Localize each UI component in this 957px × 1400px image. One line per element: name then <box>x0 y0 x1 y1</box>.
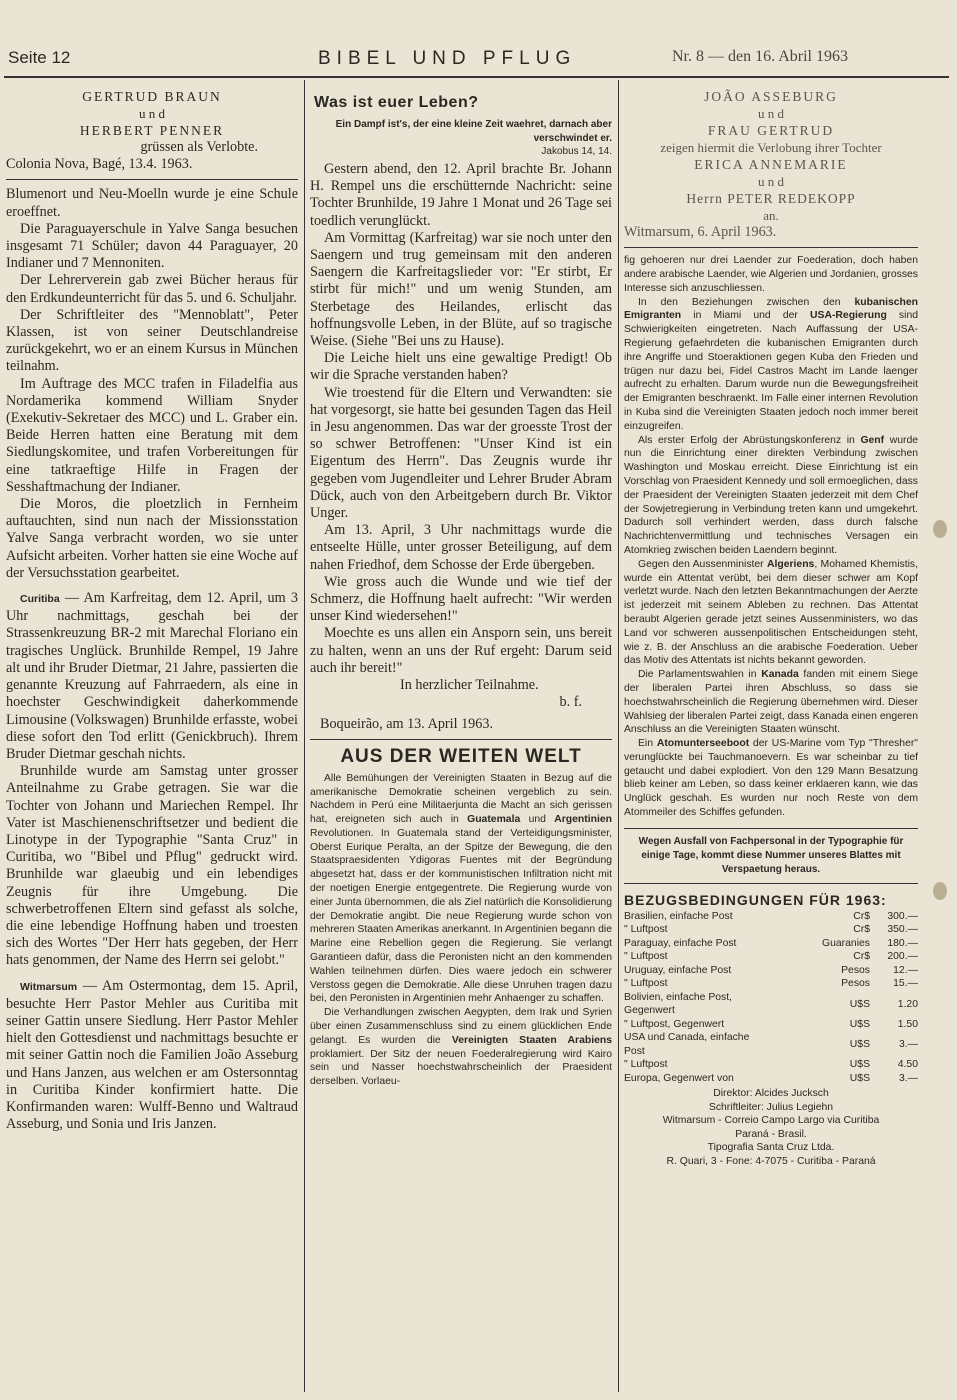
section-rule <box>6 179 298 180</box>
rate-amount: 12.— <box>893 964 918 976</box>
delay-notice: Wegen Ausfall von Fachpersonal in der Typographie für einige Tage, kommt diese Nummer unseres Blattes mit Verspaetung heraus. <box>624 828 918 884</box>
rate-amount: 180.— <box>887 937 918 949</box>
news-paragraph: Die Paraguayerschule in Yalve Sanga besuchen insgesamt 71 Schüler; davon 44 Paraguayer, 20 Indianer und 7 Mennoniten. <box>6 220 298 272</box>
world-text: sind Schwierigkeiten eingetreten. Nach Auffassung der USA-Regierung gefaehrdeten die kubanischen Emigranten durch ihre Angriffe und Stoeraktionen gegen Kuba den Frieden und trügen nur dazu bei, Fidel Castros Macht im Lande laenger aufrecht zu erhalten. Darum wurde nun die Bewegungsfreiheit der Emigranten beschraenkt. Im Falle einer internen Revolution in Kuba sind die Vereinigten Staaten jedoch noch immer bereit einzugreifen. <box>624 310 918 432</box>
world-country: Argentinien <box>554 814 612 826</box>
bible-motto: Ein Dampf ist's, der eine kleine Zeit waehret, darnach aber verschwindet er. <box>335 119 612 144</box>
world-text: Revolutionen. In Guatemala stand der Verteidigungsminister, Oberst Eurique Peralta, an der Spitze der Bewegung, die den Staatspraesidenten Ydigoras Fuentes mit der Begründung abgesetzt hat, dass er der kommunistischen Infiltration nicht mit der noetigen Energie entgegentrete. Die Regierung wurde von einer Junta übernommen, die als Ziel natürlich die Konsolidierung der Demokratie angibt. Die neue Regierung wurde schon von mehreren Staaten Amerikas anerkannt. In Argentinien begann die Marine eine Rebellion gegen die Regierung. Sie verlangt Garantieen dafür, dass die Peronisten nicht an den kommenden Wahlen teilnehmen dürfen. Dies waere jedoch ein schwerer Verstoss gegen die Demokratie. Alle diese Unruhen tragen dazu bei, den Peronisten in Argentinien mehr Anhaenger zu schaffen. <box>310 827 612 1005</box>
rate-row <box>624 1031 918 1058</box>
rate-row <box>624 910 918 924</box>
article-paragraph: Die Leiche hielt uns eine gewaltige Predigt! Ob wir die Sprache verstanden haben? <box>310 350 612 384</box>
engagement-notice-braun-penner <box>6 88 298 173</box>
bible-reference: Jakobus 14, 14. <box>541 146 612 157</box>
imprint-line: Tipografia Santa Cruz Ltda. <box>707 1142 835 1154</box>
world-topic: Kanada <box>761 669 799 681</box>
imprint-line: R. Quari, 3 - Fone: 4-7075 - Curitiba - Paraná <box>666 1155 876 1167</box>
world-text: in Miami und der <box>681 310 811 322</box>
column-right <box>624 88 918 1168</box>
curitiba-report <box>6 590 298 969</box>
rate-row <box>624 964 918 978</box>
article-paragraph: Am Vormittag (Karfreitag) war sie noch unter den Saengern und trug gemeinsam mit den anderen Saengern die Karfreitagslieder vor: "Er stirbt, Er stirbt für mich!" und um wenig Stunden, am Sterbetage des Heilandes, erlischt das hoffnungsvolle Leben, in der Blüte, auf so tragische Weise. (Siehe "Bei uns zu Hause). <box>310 229 612 350</box>
world-topic: Genf <box>860 434 885 446</box>
rate-row <box>624 937 918 951</box>
rate-currency: U$S <box>849 1072 870 1084</box>
rate-row <box>624 923 918 937</box>
report-text: — Am Ostermontag, dem 15. April, besuchte Herr Pastor Mehler aus Curitiba mit seiner Gattin unsere Siedlung. Herr Pastor Mehler hielt den Gottesdienst und nachmittags besuchte er mit seiner Gattin noch die Familien João Asseburg und Hans Janzen, aus welchen er am Ostersonntag in Curitiba Kinder konfirmiert hatte. Die Konfirmanden waren: Wulff-Benno und Waltraud Asseburg, und Sonia und Iris Janzen. <box>6 977 298 1133</box>
rate-label: " Luftpost <box>624 1059 668 1071</box>
page-header <box>0 42 957 72</box>
rate-label: Uruguay, einfache Post <box>624 964 732 976</box>
imprint-line: Witmarsum - Correio Campo Largo via Curitiba <box>662 1115 880 1127</box>
world-topic: Algeriens <box>766 558 815 570</box>
rate-row <box>624 1058 918 1072</box>
rate-currency: U$S <box>849 1018 870 1030</box>
notice-und: u n d <box>758 174 784 189</box>
report-text: Brunhilde wurde am Samstag unter grosser Anteilnahme zu Grabe getragen. Sie war die Tochter von Johann und Mariechen Rempel. Ihr Vater ist Maschienenschriftsetzer und bedient die Linotype in der Typographie "Santa Cruz" in Curitiba, wo "Bibel und Pflug" gedruckt wird. Brunhilde war glaeubig und ein lebendiges Zeugnis für ihre Umgebung. Die schwerbetroffenen Eltern sind gefasst als solche, die eine lebendige Hoffnung haben und troesten sich des Wortes "Der Herr hats gegeben, der Herr hats genommen, der Name des Herrn sei gelobt." <box>6 763 298 969</box>
notice-place: Witmarsum, 6. April 1963. <box>624 224 777 240</box>
world-text: und <box>520 814 555 826</box>
dateline-curitiba: Curitiba <box>20 593 60 606</box>
rate-amount: 1.20 <box>897 998 918 1010</box>
rate-label: Brasilien, einfache Post <box>624 910 733 922</box>
article-headline: Was ist euer Leben? <box>314 94 479 111</box>
rate-label: Paraguay, einfache Post <box>624 937 737 949</box>
article-dateline: Boqueirão, am 13. April 1963. <box>320 715 493 732</box>
notice-name: JOÃO ASSEBURG <box>704 89 838 104</box>
rate-currency: Guaranies <box>822 937 870 949</box>
column-middle <box>310 88 612 1089</box>
world-news-continued <box>624 254 918 820</box>
rate-amount: 4.50 <box>897 1059 918 1071</box>
article-paragraph: Gestern abend, den 12. April brachte Br. Johann H. Rempel uns die erschütternde Nachricht: seine Tochter Brunhilde, 19 Jahre 1 Monat und 26 Tage sei toedlich verunglückt. <box>310 161 612 229</box>
world-text: Die Parlamentswahlen in <box>638 669 762 681</box>
notice-name: FRAU GERTRUD <box>707 123 835 138</box>
witmarsum-report <box>6 978 298 1134</box>
rate-row <box>624 1018 918 1032</box>
notice-line: grüssen als Verlobte. <box>140 139 258 155</box>
rate-currency: U$S <box>849 1039 870 1051</box>
notice-place: Colonia Nova, Bagé, 13.4. 1963. <box>6 156 193 173</box>
rate-currency: Cr$ <box>853 910 870 922</box>
notice-line: zeigen hiermit die Verlobung ihrer Tochter <box>660 140 882 155</box>
news-paragraph: Die Moros, die ploetzlich in Fernheim auftauchten, sind nun nach der Missionsstation Yalve Sanga verbracht worden, wo sie unter Aufsicht arbeiten. Vorher hatten sie eine Woche auf der Versuchsstation gearbeitet. <box>6 496 298 581</box>
world-text: wurde nun die Einrichtung einer direkten Verbindung zwischen Washington und Moskau erreicht. Diese Einrichtung ist ein Vorschlag von Praesident Kennedy und soll ermoeglichen, dass der Praesident der Vereinigten Staaten jederzeit mit dem Chef der Sowjetregierung in Verbindung treten kann und umgekehrt. Dadurch soll verhindert werden, dass durch falsche Nachrichtenvermittlung und technisches Versagen ein Atomkrieg zwischen beiden Laendern beginnt. <box>624 434 919 556</box>
rate-label: Europa, Gegenwert von <box>624 1072 734 1084</box>
closing-line: In herzlicher Teilnahme. <box>400 677 539 694</box>
world-news-headline: AUS DER WEITEN WELT <box>340 745 582 767</box>
rate-currency: Cr$ <box>853 924 870 936</box>
article-paragraph: Am 13. April, 3 Uhr nachmittags wurde die entseelte Hülle, unter grosser Beteiligung, auf dem nahen Friedhof, dem Schosse der Erde übergeben. <box>310 522 612 573</box>
subscription-title: BEZUGSBEDINGUNGEN FÜR 1963: <box>624 891 887 908</box>
masthead-title: BIBEL UND PFLUG <box>318 48 577 69</box>
rate-row <box>624 950 918 964</box>
world-text: , Mohamed Khemistis, wurde ein Attentat verübt, bei dem dieser schwer am Kopf verletzt wurde. Nach den letzten Bekanntmachungen der Aerzte ist jederzeit mit seinem Ableben zu rechnen. Das Attentat beraubt Algerien gerade jetzt seines Aussenministers, wo das Land vor schweren aussenpolitischen Entscheidungen steht, wie z. B. der Anschluss an die arabische Foederation. Ueber das Motiv des Attentats ist nichts bekannt geworden. <box>624 558 918 667</box>
article-paragraph: Wie gross auch die Wunde und wie tief der Schmerz, die Hoffnung haelt aufrecht: "Wir werden unser Kind wiedersehen!" <box>310 573 612 625</box>
rate-currency: Pesos <box>841 978 870 990</box>
world-text: fanden mit einem Siege der liberalen Partei ihren Abschluss, so dass sie hoechstwahrscheinlich die Regierung übernehmen wird. Dieser Wahlsieg der liberalen Partei zeigt, dass Kanada einen engeren Anschluss an die Vereinigten Staaten wünscht. <box>624 669 918 736</box>
notice-name: ERICA ANNEMARIE <box>694 157 848 172</box>
column-divider-2 <box>618 80 619 1392</box>
rate-row <box>624 991 918 1018</box>
chaco-news <box>6 186 298 582</box>
notice-name: HERBERT PENNER <box>79 123 225 138</box>
rate-amount: 1.50 <box>897 1018 918 1030</box>
world-text: proklamiert. Der Sitz der neuen Foederalregierung wird Kairo sein und Nasser hoechstwahrscheinlich der Praesident derselben. Vorlaeu- <box>310 1048 612 1088</box>
rate-label: USA und Canada, einfache Post <box>624 1032 750 1057</box>
rate-amount: 3.— <box>898 1039 918 1051</box>
column-divider-1 <box>304 80 305 1392</box>
author-initials: b. f. <box>559 694 582 711</box>
engagement-notice-asseburg-redekopp <box>624 88 918 241</box>
obituary-article <box>310 161 612 733</box>
world-text: fig gehoeren nur drei Laender zur Foederation, doch haben andere arabische Laender, wie Algerien und Jordanien, grosses Interesse sich anzuschliessen. <box>624 255 918 294</box>
rate-amount: 350.— <box>887 924 918 936</box>
imprint-line: Direktor: Alcides Jucksch <box>713 1088 829 1100</box>
rate-label: Bolivien, einfache Post, Gegenwert <box>624 991 733 1017</box>
article-paragraph: Moechte es uns allen ein Ansporn sein, uns bereit zu halten, wenn an uns der Ruf ergeht: Darum seid auch ihr bereit!" <box>310 625 612 676</box>
rate-currency: Pesos <box>841 964 870 976</box>
issue-date: Nr. 8 — den 16. Abril 1963 <box>672 48 848 65</box>
rate-row <box>624 977 918 991</box>
notice-name: GERTRUD BRAUN <box>82 89 222 104</box>
world-text: Ein <box>638 738 657 750</box>
dateline-witmarsum: Witmarsum <box>20 980 78 993</box>
rate-amount: 200.— <box>887 951 918 963</box>
binder-hole <box>933 882 947 900</box>
rate-label: " Luftpost <box>624 951 668 963</box>
notice-name: Herrn PETER REDEKOPP <box>686 191 856 206</box>
world-text: Alle Bemühungen der Vereinigten Staaten in Bezug auf die amerikanische Demokratie scheinen vergeblich zu sein. Nachdem in Perú eine Militaerjunta die Macht an sich gerissen hat, ereigneten sich auch in <box>310 772 612 826</box>
rate-currency: U$S <box>849 1059 870 1071</box>
world-news-text <box>310 772 612 1089</box>
binder-hole <box>933 520 947 538</box>
imprint <box>624 1087 918 1168</box>
world-topic: Atomunterseeboot <box>656 738 750 750</box>
world-country: Guatemala <box>467 814 521 826</box>
header-rule <box>4 76 949 78</box>
world-topic: kubanischen Emigranten <box>624 296 918 322</box>
rate-row <box>624 1072 918 1086</box>
rate-label: " Luftpost, Gegenwert <box>624 1018 725 1030</box>
rate-amount: 3.— <box>898 1072 918 1084</box>
world-text: der US-Marine vom Typ "Thresher" verunglückte bei Tauchmanoevern. Es war scheinbar zu tief getaucht und dabei explodiert. Von den 129 Mann Besatzung blieb keiner am Leben, so dass keiner erklaeren kann, wie das Unglück geschah. Es wurden nur noch Reste von dem Atommeiler des Schiffes gefunden. <box>624 738 918 819</box>
imprint-line: Paraná - Brasil. <box>735 1128 807 1140</box>
imprint-line: Schriftleiter: Julius Legiehn <box>708 1101 834 1113</box>
subscription-rates-table <box>624 910 918 1086</box>
page-number: Seite 12 <box>8 48 71 67</box>
news-paragraph: Im Auftrage des MCC trafen in Filadelfia aus Nordamerika kommend William Snyder (Exekutiv-Sekretaer des MCC) und L. Graber ein. Beide Herren hatten eine Beratung mit dem Siedlungskomitee, und trafen Vorbereitungen für eine tatkraeftige Hilfe in Fragen der Sesshaftmachung der Indianer. <box>6 375 298 495</box>
report-text: — Am Karfreitag, dem 12. April, um 3 Uhr nachmittags, geschah bei der Strassenkreuzung BR-2 mit Marechal Floriano ein tragisches Unglück. Brunhilde Rempel, 19 Jahre alt und ihr Bruder Dietmar, 21 Jahre, passierten die genannte Kreuzung auf Fahrraedern, als eine in hoechster Geschwindigkeit daherkommende Limousine (Volkswagen) Brunhilde erfasste, wobei diese sofort den Tod erlitt (Genickbruch). Ihrem Bruder Dietmar geschah nichts. <box>6 590 298 762</box>
section-rule <box>310 739 612 740</box>
news-paragraph: Der Schriftleiter des "Mennoblatt", Peter Klassen, ist von seiner Deutschlandreise zurückgekehrt, wo er an einem Kursus in München teilnahm. <box>6 306 298 375</box>
notice-und: u n d <box>758 106 784 121</box>
notice-und: u n d <box>139 106 165 121</box>
news-paragraph: Blumenort und Neu-Moelln wurde je eine Schule eroeffnet. <box>6 186 298 220</box>
world-text: Gegen den Aussenminister <box>638 558 767 570</box>
rate-amount: 300.— <box>887 910 918 922</box>
rate-currency: U$S <box>849 998 870 1010</box>
news-paragraph: Der Lehrerverein gab zwei Bücher heraus für den Erdkundeunterricht für das 5. und 6. Schuljahr. <box>6 272 298 306</box>
article-paragraph: Wie troestend für die Eltern und Verwandten: sie hat vorgesorgt, sie hatte bei gesunden Tagen das Heil in Jesu angenommen. Das war der groesste Trost der so schwer Betroffenen: "Unser Kind ist ein Eigentum des Herrn". Das Zeugnis wurde ihr gegeben vom Jugendleiter und Lehrer Bruder Abram Dück, auch von den Arbeitgebern durch Br. Viktor Unger. <box>310 384 612 522</box>
rate-amount: 15.— <box>893 978 918 990</box>
rate-label: " Luftpost <box>624 924 668 936</box>
column-left <box>6 88 298 1133</box>
world-text: Die Verhandlungen zwischen Aegypten, dem Irak und Syrien über einen Zusammenschluss sind zu einem glücklichen Ende gelangt. Es wurden die <box>310 1007 612 1046</box>
notice-an: an. <box>763 208 779 223</box>
world-country: Vereinigten Staaten Arabiens <box>451 1034 612 1046</box>
rate-currency: Cr$ <box>853 951 870 963</box>
rate-label: " Luftpost <box>624 978 668 990</box>
section-rule <box>624 247 918 248</box>
world-topic: USA-Regierung <box>810 310 887 322</box>
world-text: In den Beziehungen zwischen den <box>638 296 855 308</box>
world-text: Als erster Erfolg der Abrüstungskonferenz in <box>638 434 861 446</box>
